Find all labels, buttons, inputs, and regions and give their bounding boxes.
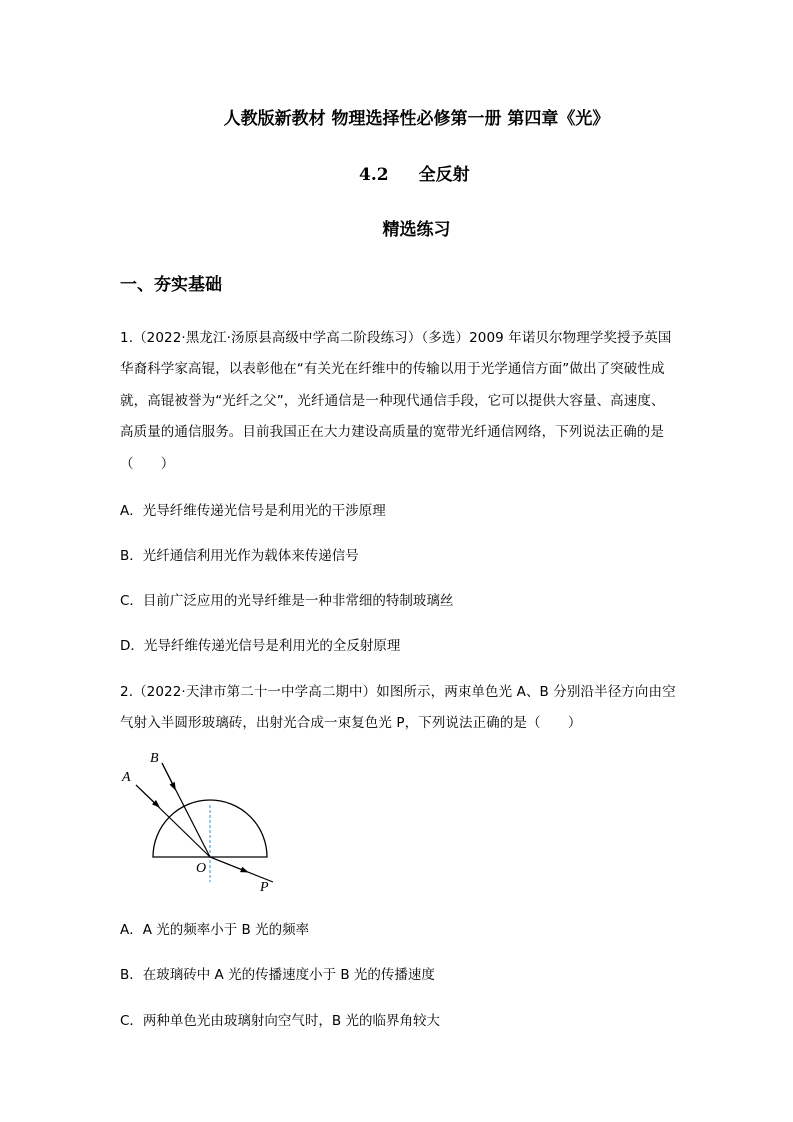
q1-line-2: 华裔科学家高锟，以表彰他在“有关光在纤维中的传输以用于光学通信方面”做出了突破性成 xyxy=(120,361,665,377)
q1-option-b: B．光纤通信利用光作为载体来传递信号 xyxy=(120,548,359,564)
label-a: A xyxy=(122,770,131,785)
part-heading: 一、夯实基础 xyxy=(120,275,222,295)
label-b: B xyxy=(150,751,159,766)
label-p: P xyxy=(260,880,269,895)
label-o: O xyxy=(196,861,207,876)
q1-option-a: A．光导纤维传递光信号是利用光的干涉原理 xyxy=(120,503,386,519)
q1-option-c: C．目前广泛应用的光导纤维是一种非常细的特制玻璃丝 xyxy=(120,593,454,609)
q1-option-d: D．光导纤维传递光信号是利用光的全反射原理 xyxy=(120,638,401,654)
q1-line-1: 1.（2022·黑龙江·汤原县高级中学高二阶段练习）（多选）2009 年诺贝尔物理学奖授予英国 xyxy=(120,330,672,346)
q2-line-2: 气射入半圆形玻璃砖，出射光合成一束复色光 P，下列说法正确的是（ ） xyxy=(120,715,582,731)
document-subtitle: 精选练习 xyxy=(382,220,451,240)
section-number: 4.2 xyxy=(359,165,389,185)
q2-option-b: B．在玻璃砖中 A 光的传播速度小于 B 光的传播速度 xyxy=(120,967,435,983)
q1-line-3: 就，高锟被誉为“光纤之父”，光纤通信是一种现代通信手段，它可以提供大容量、高速度、 xyxy=(120,393,665,409)
q2-line-1: 2.（2022·天津市第二十一中学高二期中）如图所示，两束单色光 A、B 分别沿半径方向由空 xyxy=(120,684,676,700)
q1-line-4: 高质量的通信服务。目前我国正在大力建设高质量的宽带光纤通信网络，下列说法正确的是 xyxy=(120,424,664,440)
q2-option-c: C．两种单色光由玻璃射向空气时，B 光的临界角较大 xyxy=(120,1013,440,1029)
semicircle-glass-figure xyxy=(110,745,285,900)
q1-line-5: （ ） xyxy=(120,456,175,472)
document-title: 人教版新教材 物理选择性必修第一册 第四章《光》 xyxy=(223,109,610,129)
section-heading xyxy=(359,160,470,185)
semicircle-outline xyxy=(153,800,267,857)
q2-option-a: A．A 光的频率小于 B 光的频率 xyxy=(120,922,310,938)
section-name: 全反射 xyxy=(418,165,470,185)
